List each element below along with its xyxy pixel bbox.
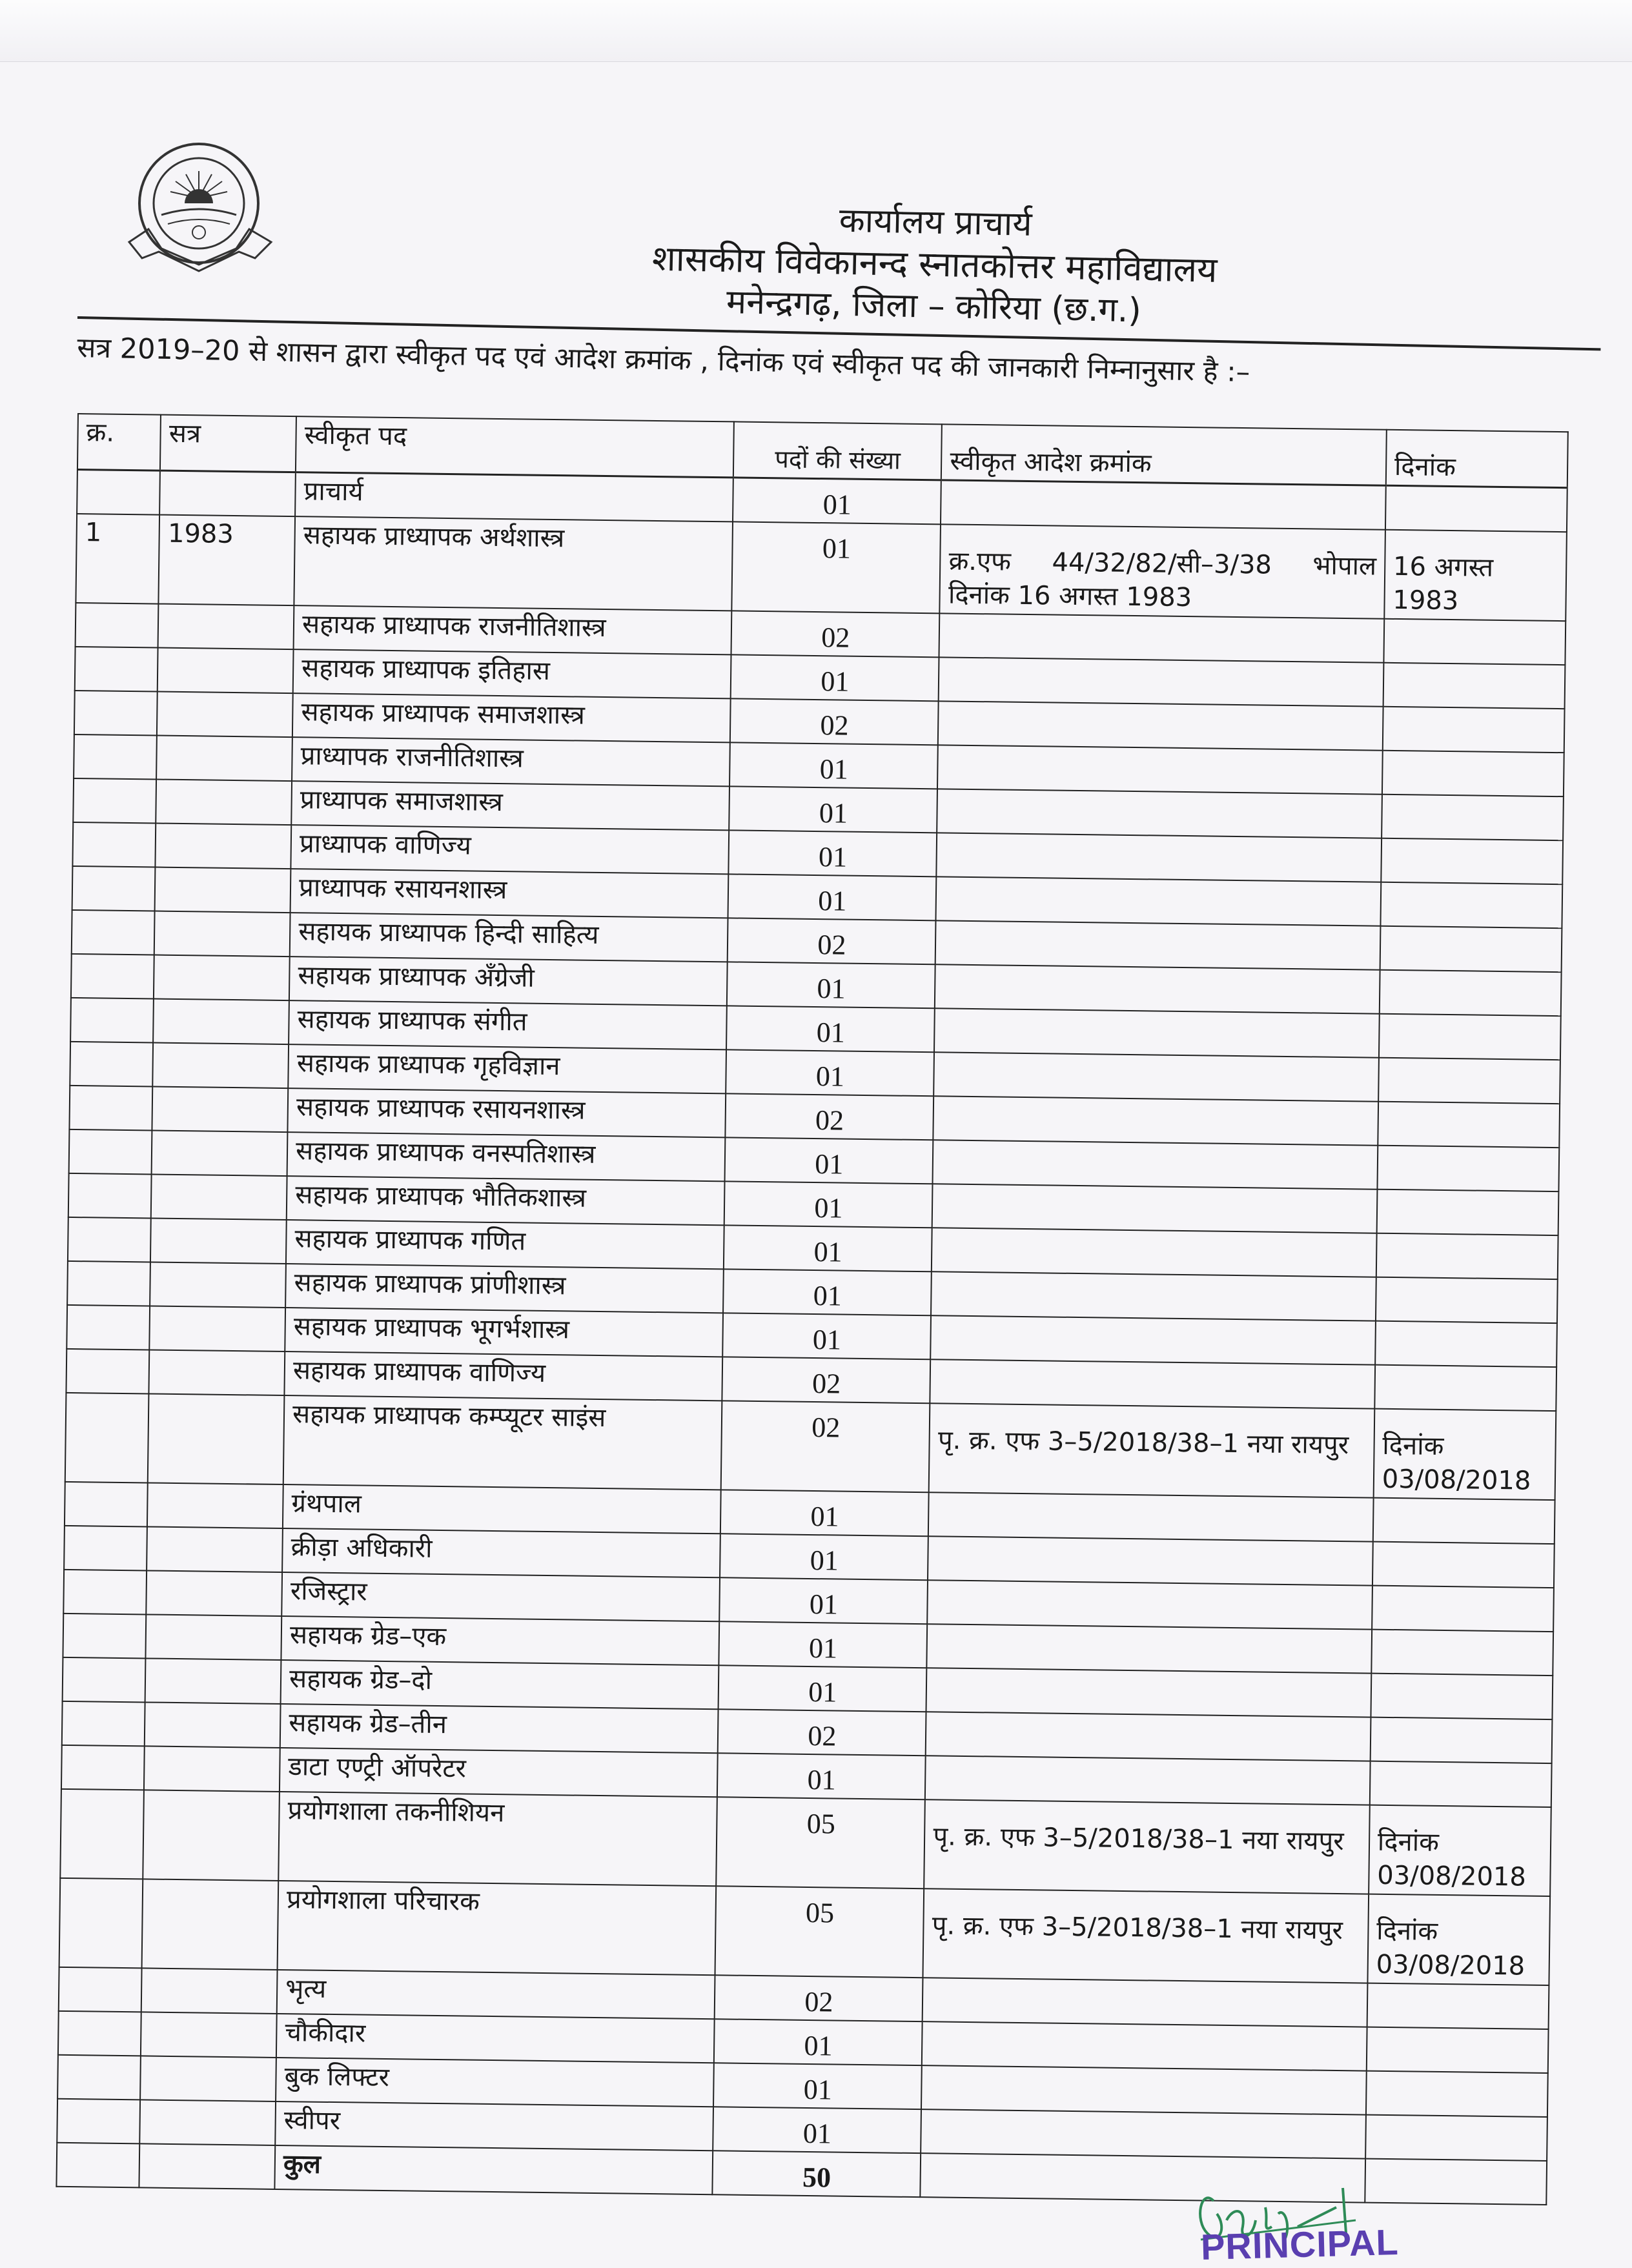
cell-year xyxy=(140,2056,276,2101)
scan-top-edge xyxy=(0,0,1632,62)
cell-sn xyxy=(72,910,155,955)
cell-year xyxy=(147,1526,283,1572)
cell-order xyxy=(931,1271,1376,1321)
cell-post: सहायक प्राध्यापक अँग्रेजी xyxy=(289,957,728,1006)
cell-date xyxy=(1370,1717,1552,1763)
cell-sn xyxy=(59,1967,142,2012)
cell-post: सहायक प्राध्यापक राजनीतिशास्त्र xyxy=(294,605,732,654)
cell-count: 01 xyxy=(719,1665,927,1712)
cell-sn xyxy=(57,2055,141,2100)
cell-date: दिनांक 03/08/2018 xyxy=(1367,1894,1550,1985)
cell-count: 01 xyxy=(725,1137,933,1184)
cell-order xyxy=(941,480,1385,530)
cell-post: सहायक प्राध्यापक भौतिकशास्त्र xyxy=(287,1176,725,1225)
cell-post: सहायक प्राध्यापक गणित xyxy=(286,1220,724,1269)
cell-year xyxy=(156,824,292,869)
cell-order xyxy=(928,1492,1373,1541)
cell-year xyxy=(154,911,291,957)
cell-date xyxy=(1365,2115,1547,2161)
cell-date xyxy=(1383,707,1565,753)
cell-date: दिनांक 03/08/2018 xyxy=(1369,1805,1551,1896)
cell-sn xyxy=(77,470,160,515)
cell-year xyxy=(141,2012,277,2058)
cell-count: 01 xyxy=(723,1313,932,1359)
cell-year xyxy=(145,1658,281,1704)
cell-sn: 1 xyxy=(76,514,159,604)
cell-date xyxy=(1383,663,1565,709)
cell-date xyxy=(1366,2071,1548,2117)
cell-year xyxy=(157,692,293,738)
cell-post: स्वीपर xyxy=(275,2101,713,2151)
college-seal-logo xyxy=(123,139,284,287)
cell-date xyxy=(1367,2027,1549,2073)
cell-post: सहायक प्राध्यापक कम्प्यूटर साइंस xyxy=(283,1395,722,1490)
sanctioned-posts-table xyxy=(56,413,1568,2205)
cell-date: 16 अगस्त 1983 xyxy=(1384,530,1567,621)
cell-count: 01 xyxy=(728,874,937,920)
principal-stamp: PRINCIPAL xyxy=(1200,2221,1400,2268)
cell-count: 01 xyxy=(731,654,939,701)
cell-sn xyxy=(68,1173,152,1219)
cell-date xyxy=(1379,1014,1561,1060)
cell-sn xyxy=(61,1745,145,1790)
cell-year xyxy=(143,1790,280,1881)
cell-date xyxy=(1380,970,1562,1016)
cell-sn xyxy=(66,1349,149,1394)
cell-count: 01 xyxy=(726,1049,935,1096)
cell-year xyxy=(154,955,290,1001)
cell-post: चौकीदार xyxy=(276,2014,715,2063)
cell-order xyxy=(939,613,1384,662)
cell-year xyxy=(158,604,294,650)
cell-date xyxy=(1375,1321,1557,1367)
header-sn: क्र. xyxy=(77,414,161,471)
cell-order xyxy=(932,1184,1377,1233)
cell-order xyxy=(937,789,1382,838)
college-address: मनेन्द्रगढ़, जिला – कोरिया (छ.ग.) xyxy=(726,283,1142,330)
cell-date xyxy=(1372,1542,1555,1588)
cell-date xyxy=(1382,795,1564,840)
cell-order xyxy=(935,920,1380,969)
cell-post: सहायक प्राध्यापक हिन्दी साहित्य xyxy=(290,913,728,962)
cell-count: 01 xyxy=(733,478,942,524)
cell-count: 01 xyxy=(717,1753,926,1799)
cell-sn xyxy=(74,691,158,736)
cell-post: सहायक प्राध्यापक इतिहास xyxy=(293,649,731,698)
cell-year xyxy=(151,1174,287,1220)
cell-sn xyxy=(63,1614,146,1659)
cell-order xyxy=(925,1756,1370,1805)
cell-post: सहायक प्राध्यापक समाजशास्त्र xyxy=(292,693,731,742)
cell-date xyxy=(1382,751,1564,796)
cell-date xyxy=(1374,1365,1556,1411)
cell-order xyxy=(936,876,1381,926)
cell-order xyxy=(937,833,1382,882)
cell-count: 01 xyxy=(720,1490,929,1536)
cell-post: प्राध्यापक वाणिज्य xyxy=(291,825,729,874)
cell-order xyxy=(921,2109,1365,2158)
cell-post: सहायक प्राध्यापक गृहविज्ञान xyxy=(288,1044,726,1093)
cell-date xyxy=(1371,1674,1553,1719)
cell-sn xyxy=(63,1570,147,1615)
cell-order xyxy=(931,1315,1376,1364)
cell-post: सहायक प्राध्यापक प्रांणीशास्त्र xyxy=(285,1264,724,1313)
cell-order xyxy=(937,745,1382,794)
cell-year xyxy=(156,736,292,782)
cell-date xyxy=(1383,619,1566,665)
header-date: दिनांक xyxy=(1386,430,1568,488)
cell-sn xyxy=(57,2099,140,2144)
cell-sn xyxy=(67,1261,150,1306)
cell-year xyxy=(150,1306,286,1352)
cell-date xyxy=(1381,838,1563,884)
cell-count: 01 xyxy=(732,521,941,613)
cell-count: 02 xyxy=(728,918,936,964)
cell-date xyxy=(1372,1586,1554,1632)
cell-sn xyxy=(72,822,156,867)
cell-sn xyxy=(66,1305,150,1350)
cell-year xyxy=(153,999,289,1045)
sanctioned-posts-table-wrapper xyxy=(56,413,1568,2205)
cell-order: पृ. क्र. एफ 3–5/2018/38–1 नया रायपुर xyxy=(924,1799,1369,1894)
cell-date xyxy=(1385,485,1567,532)
cell-date xyxy=(1377,1146,1559,1191)
cell-post: प्राध्यापक राजनीतिशास्त्र xyxy=(292,737,730,786)
cell-count: 01 xyxy=(729,786,938,833)
cell-year xyxy=(145,1702,281,1748)
cell-order: पृ. क्र. एफ 3–5/2018/38–1 नया रायपुर xyxy=(923,1888,1369,1983)
cell-date xyxy=(1376,1277,1558,1323)
cell-count: 01 xyxy=(727,1006,935,1052)
cell-sn xyxy=(75,647,158,692)
cell-year xyxy=(146,1614,282,1660)
cell-year: 1983 xyxy=(159,515,295,606)
cell-post: सहायक प्राध्यापक वाणिज्य xyxy=(285,1352,723,1401)
cell-post: सहायक प्राध्यापक रसायनशास्त्र xyxy=(288,1088,726,1137)
cell-order xyxy=(923,1978,1367,2027)
cell-date xyxy=(1367,1983,1549,2029)
cell-year xyxy=(152,1130,288,1176)
cell-date xyxy=(1380,882,1562,928)
cell-year xyxy=(159,471,296,516)
header-year: सत्र xyxy=(160,415,296,472)
cell-order xyxy=(926,1668,1371,1717)
cell-year xyxy=(155,867,291,913)
cell-order: पृ. क्र. एफ 3–5/2018/38–1 नया रायपुर xyxy=(929,1403,1374,1497)
cell-post: सहायक प्राध्यापक भूगर्भशास्त्र xyxy=(285,1308,723,1357)
cell-count: 02 xyxy=(726,1093,934,1140)
cell-count: 05 xyxy=(717,1797,926,1888)
cell-sn xyxy=(59,1878,143,1969)
header-order: स्वीकृत आदेश क्रमांक xyxy=(941,424,1387,485)
cell-count: 01 xyxy=(727,962,935,1008)
cell-sn xyxy=(69,1086,152,1131)
cell-sn xyxy=(70,1042,153,1087)
cell-count: 02 xyxy=(731,611,940,657)
cell-count: 01 xyxy=(724,1181,933,1228)
cell-order xyxy=(938,701,1383,750)
cell-post: ग्रंथपाल xyxy=(283,1484,721,1534)
cell-order xyxy=(926,1712,1371,1761)
cell-year xyxy=(148,1393,284,1484)
cell-count: 01 xyxy=(724,1225,932,1271)
cell-year xyxy=(144,1746,280,1792)
cell-sn xyxy=(76,603,159,648)
cell-year xyxy=(152,1087,289,1133)
cell-year xyxy=(149,1350,285,1395)
header-post: स्वीकृत पद xyxy=(296,416,734,478)
cell-post: प्राचार्य xyxy=(295,472,733,522)
cell-date xyxy=(1380,926,1562,972)
cell-date xyxy=(1378,1058,1560,1104)
total-label: कुल xyxy=(275,2145,713,2194)
cell-order xyxy=(933,1052,1378,1101)
cell-date xyxy=(1373,1498,1555,1544)
cell-year xyxy=(147,1483,283,1528)
cell-count: 05 xyxy=(715,1886,924,1978)
cell-count: 02 xyxy=(715,1975,923,2021)
intro-text: सत्र 2019–20 से शासन द्वारा स्वीकृत पद एवं आदेश क्रमांक , दिनांक एवं स्वीकृत पद की जानकारी निम्नानुसार है :– xyxy=(76,331,1250,389)
cell-sn xyxy=(69,1129,152,1175)
cell-date xyxy=(1371,1630,1553,1676)
cell-sn xyxy=(60,1789,144,1879)
cell-count: 02 xyxy=(730,698,939,745)
cell-year xyxy=(150,1262,286,1308)
cell-order xyxy=(922,2021,1367,2071)
cell-post: बुक लिफ्टर xyxy=(276,2058,714,2107)
cell-sn xyxy=(74,734,157,780)
cell-order xyxy=(933,1096,1378,1145)
cell-count: 01 xyxy=(729,830,937,876)
cell-count: 01 xyxy=(720,1534,929,1580)
cell-post: प्राध्यापक समाजशास्त्र xyxy=(291,781,729,830)
cell-year xyxy=(141,1968,278,2014)
header-count: पदों की संख्या xyxy=(733,421,942,480)
cell-post: सहायक प्राध्यापक संगीत xyxy=(289,1000,727,1049)
cell-post: रजिस्ट्रार xyxy=(281,1572,720,1621)
cell-date xyxy=(1378,1102,1560,1148)
cell-count: 01 xyxy=(729,742,938,789)
cell-count: 01 xyxy=(714,2019,923,2065)
cell-sn xyxy=(68,1217,151,1262)
cell-date xyxy=(1376,1233,1558,1279)
cell-count: 01 xyxy=(713,2107,922,2153)
cell-post: सहायक प्राध्यापक अर्थशास्त्र xyxy=(294,516,733,611)
cell-order xyxy=(939,657,1383,706)
cell-sn xyxy=(58,2011,141,2056)
cell-order xyxy=(933,1140,1378,1189)
cell-count: 01 xyxy=(720,1577,928,1624)
total-value: 50 xyxy=(713,2151,921,2197)
cell-sn xyxy=(65,1393,149,1483)
cell-post: सहायक ग्रेड–एक xyxy=(281,1616,720,1665)
cell-year xyxy=(142,1879,278,1970)
cell-sn xyxy=(63,1657,146,1703)
office-title: कार्यालय प्राचार्य xyxy=(839,201,1033,244)
cell-date: दिनांक 03/08/2018 xyxy=(1373,1409,1556,1500)
cell-sn xyxy=(71,954,154,999)
letterhead xyxy=(385,190,1485,339)
cell-sn xyxy=(70,998,154,1043)
cell-year xyxy=(158,648,294,694)
cell-post: प्रयोगशाला तकनीशियन xyxy=(278,1792,717,1886)
cell-order xyxy=(934,1008,1379,1057)
college-name: शासकीय विवेकानन्द स्नातकोत्तर महाविद्यालय xyxy=(651,238,1218,290)
cell-sn xyxy=(62,1701,145,1747)
cell-sn xyxy=(65,1482,148,1527)
cell-count: 01 xyxy=(719,1621,928,1668)
cell-order xyxy=(930,1359,1375,1408)
cell-order xyxy=(928,1536,1372,1585)
cell-sn xyxy=(73,778,156,824)
cell-year xyxy=(153,1043,289,1089)
cell-post: प्रयोगशाला परिचारक xyxy=(278,1881,717,1975)
cell-post: क्रीड़ा अधिकारी xyxy=(282,1528,720,1577)
cell-count: 02 xyxy=(721,1401,930,1492)
cell-order xyxy=(932,1228,1376,1277)
cell-sn xyxy=(72,866,156,911)
cell-year xyxy=(150,1218,287,1264)
cell-post: सहायक प्राध्यापक वनस्पतिशास्त्र xyxy=(287,1132,726,1181)
cell-count: 01 xyxy=(713,2063,922,2109)
cell-date xyxy=(1370,1761,1552,1807)
cell-year xyxy=(147,1570,283,1616)
cell-count: 02 xyxy=(718,1709,926,1756)
cell-year xyxy=(140,2100,276,2145)
cell-count: 02 xyxy=(722,1357,931,1403)
cell-post: सहायक ग्रेड–तीन xyxy=(280,1704,719,1753)
cell-post: डाटा एण्ट्री ऑपरेटर xyxy=(280,1748,718,1797)
cell-order xyxy=(921,2065,1366,2114)
cell-order xyxy=(928,1580,1372,1629)
cell-year xyxy=(156,780,292,825)
cell-post: सहायक ग्रेड–दो xyxy=(281,1660,719,1709)
cell-date xyxy=(1376,1190,1558,1235)
cell-post: प्राध्यापक रसायनशास्त्र xyxy=(291,869,729,918)
cell-post: भृत्य xyxy=(277,1970,715,2019)
cell-count: 01 xyxy=(724,1269,932,1315)
cell-order xyxy=(935,964,1380,1013)
cell-order xyxy=(927,1624,1372,1673)
cell-order: क्र.एफ 44/32/82/सी–3/38 भोपाल दिनांक 16 अगस्त 1983 xyxy=(940,524,1385,618)
cell-sn xyxy=(64,1526,147,1571)
